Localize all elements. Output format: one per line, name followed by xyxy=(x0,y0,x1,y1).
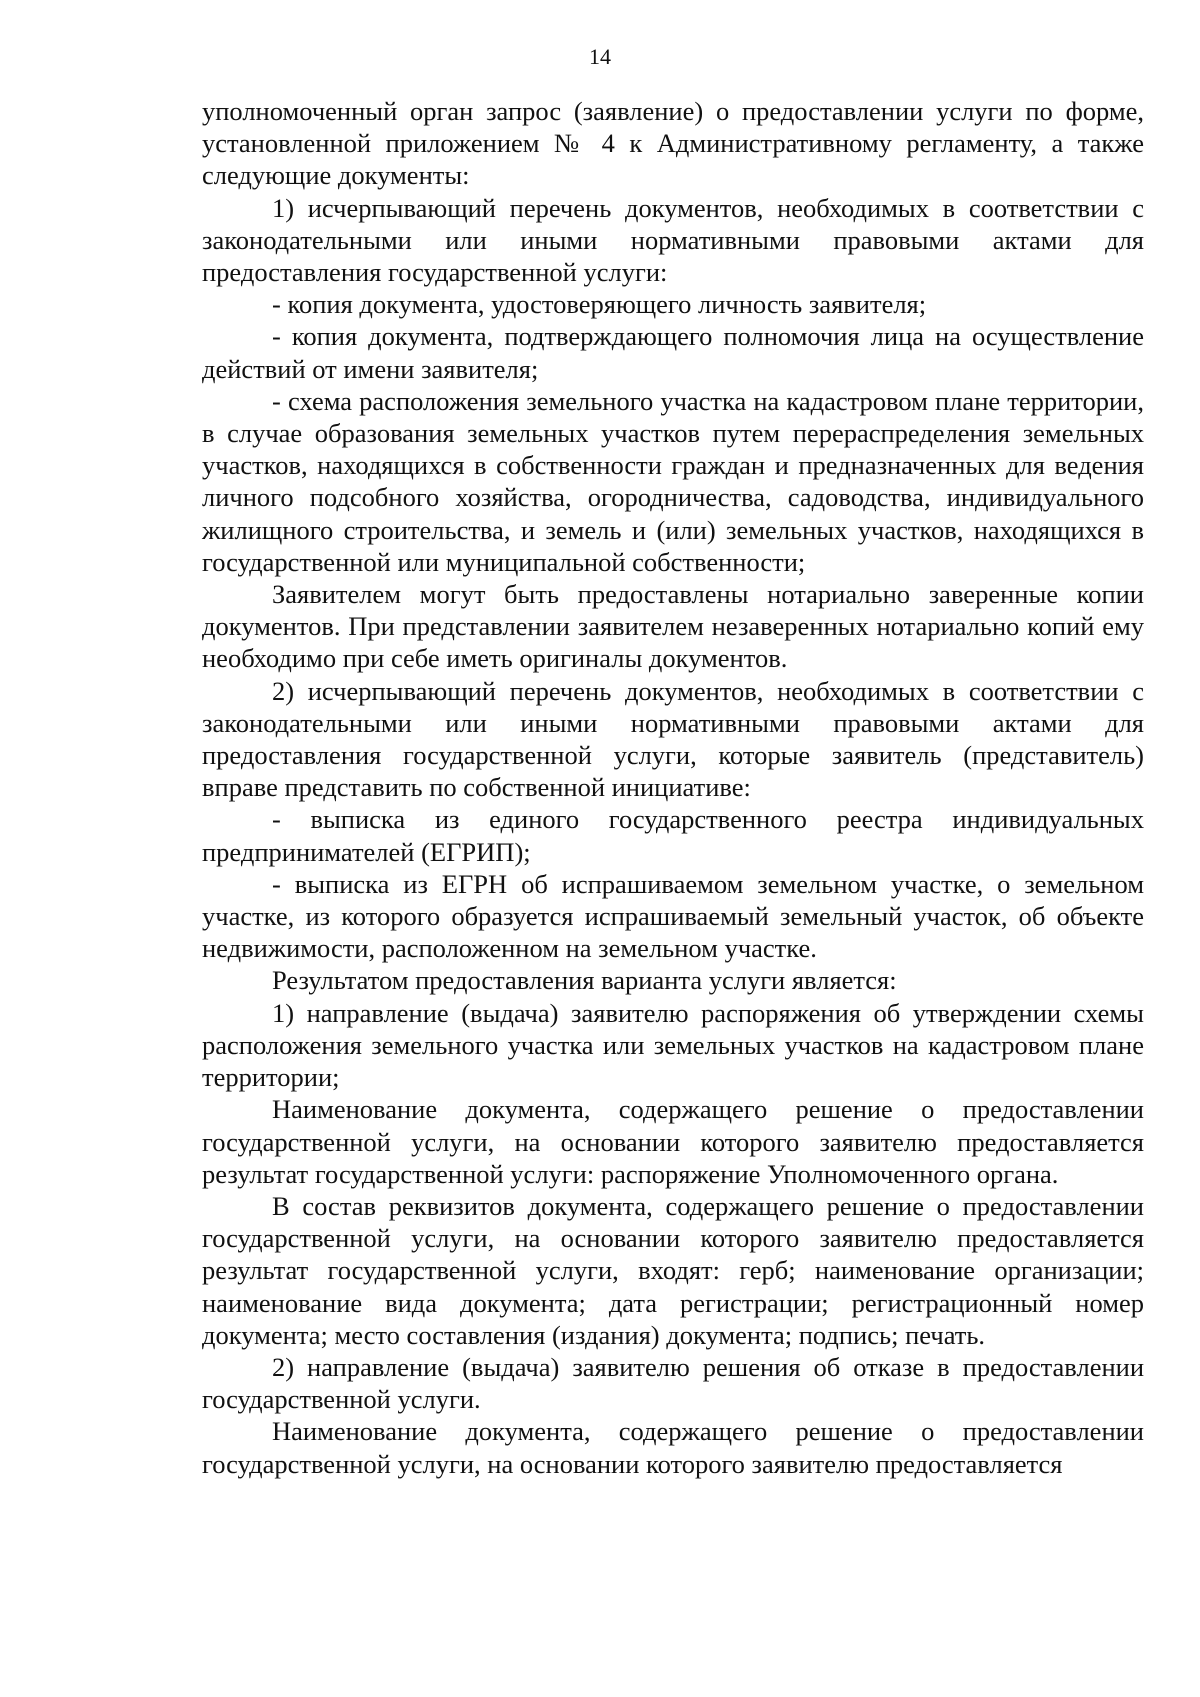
page-number: 14 xyxy=(589,44,611,69)
paragraph: Результатом предоставления варианта услуги является: xyxy=(272,965,897,996)
paragraph: 1) исчерпывающий перечень документов, необходимых в соответствии с законодательными или иными нормативными правовыми актами для предоставления государственной услуги: xyxy=(202,192,1144,288)
paragraph: - выписка из единого государственного реестра индивидуальных предпринимателей (ЕГРИП); xyxy=(202,804,1144,867)
paragraph: В состав реквизитов документа, содержащего решение о предоставлении государственной услуги, на основании которого заявителю предоставляется результат государственной услуги, входят: герб; наименование организации; наименование вида документа; дата регистрации; регистрационный номер документа; место составления (издания) документа; подпись; печать. xyxy=(202,1190,1144,1350)
paragraph: 1) направление (выдача) заявителю распоряжения об утверждении схемы расположения земельного участка или земельных участков на кадастровом плане территории; xyxy=(202,997,1144,1093)
paragraph: 2) исчерпывающий перечень документов, необходимых в соответствии с законодательными или иными нормативными правовыми актами для предоставления государственной услуги, которые заявитель (представитель) вправе представить по собственной инициативе: xyxy=(202,675,1144,803)
paragraph: Наименование документа, содержащего решение о предоставлении государственной услуги, на основании которого заявителю предоставляется xyxy=(202,1416,1144,1479)
paragraph: - выписка из ЕГРН об испрашиваемом земельном участке, о земельном участке, из которого образуется испрашиваемый земельный участок, об объекте недвижимости, расположенном на земельном участке. xyxy=(202,868,1144,964)
paragraph: - копия документа, удостоверяющего личность заявителя; xyxy=(272,289,927,320)
document-body xyxy=(202,95,1144,1480)
paragraph: - копия документа, подтверждающего полномочия лица на осуществление действий от имени заявителя; xyxy=(202,321,1144,384)
paragraph: Наименование документа, содержащего решение о предоставлении государственной услуги, на основании которого заявителю предоставляется результат государственной услуги: распоряжение Уполномоченного органа. xyxy=(202,1094,1144,1189)
paragraph: - схема расположения земельного участка на кадастровом плане территории, в случае образования земельных участков путем перераспределения земельных участков, находящихся в собственности граждан и предназначенных для ведения личного подсобного хозяйства, огородничества, садоводства, индивидуального жилищного строительства, и земель и (или) земельных участков, находящихся в государственной или муниципальной собственности; xyxy=(202,385,1144,577)
paragraph: уполномоченный орган запрос (заявление) о предоставлении услуги по форме, установленной приложением № 4 к Административному регламенту, а также следующие документы: xyxy=(202,96,1144,191)
paragraph: 2) направление (выдача) заявителю решения об отказе в предоставлении государственной услуги. xyxy=(202,1351,1144,1415)
paragraph: Заявителем могут быть предоставлены нотариально заверенные копии документов. При представлении заявителем незаверенных нотариально копий ему необходимо при себе иметь оригиналы документов. xyxy=(202,579,1144,674)
